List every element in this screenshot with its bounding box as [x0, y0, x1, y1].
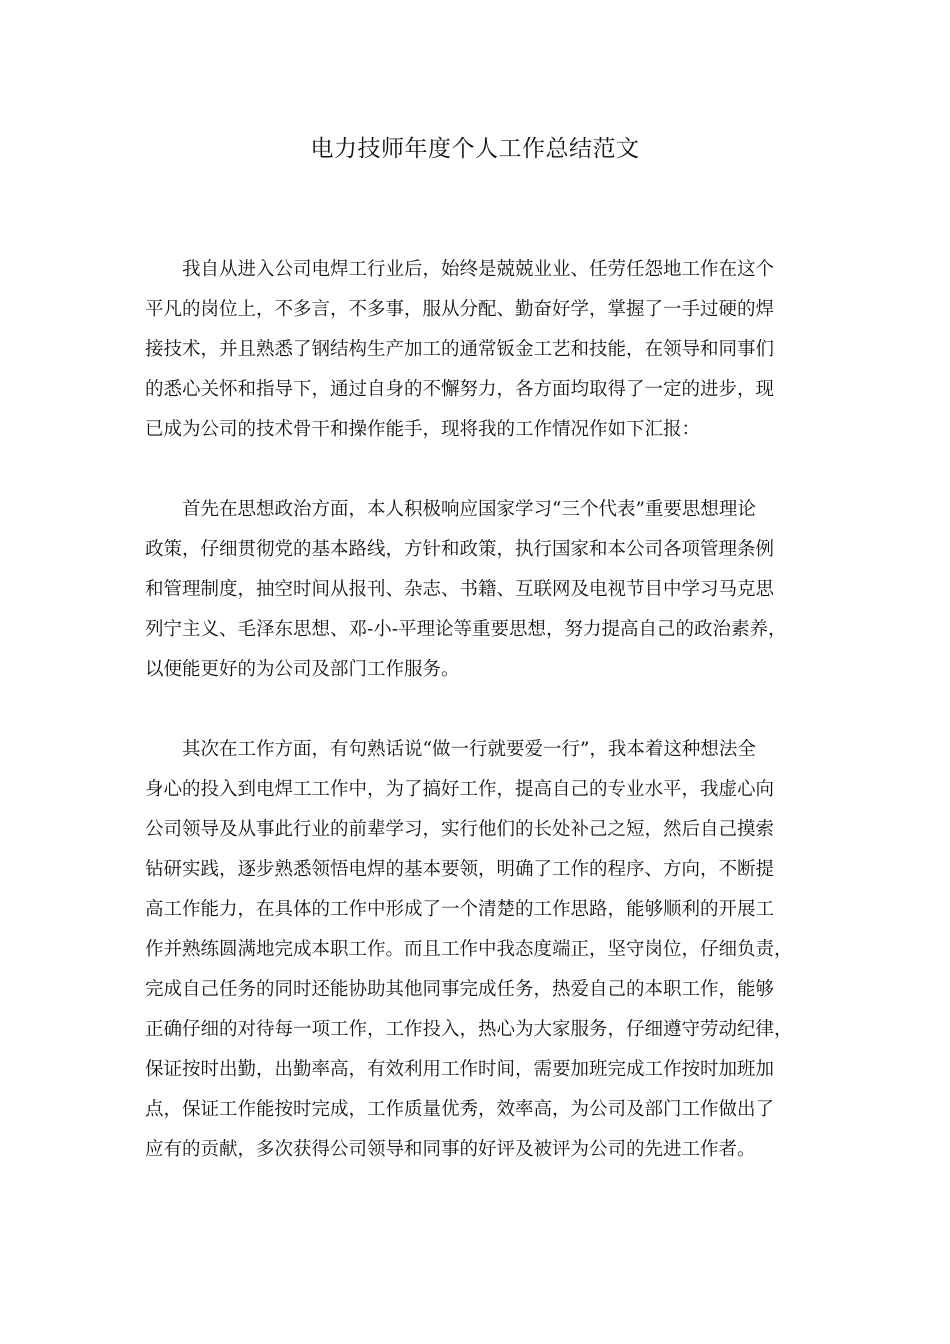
- paragraph-line: 政策，仔细贯彻党的基本路线，方针和政策，执行国家和本公司各项管理条例: [145, 539, 775, 560]
- paragraph-line: 接技术，并且熟悉了钢结构生产加工的通常钣金工艺和技能，在领导和同事们: [145, 339, 775, 360]
- paragraph-line: 的悉心关怀和指导下，通过自身的不懈努力，各方面均取得了一定的进步，现: [145, 379, 775, 400]
- paragraph-line: 列宁主义、毛泽东思想、邓-小-平理论等重要思想，努力提高自己的政治素养，: [145, 619, 787, 640]
- paragraph-2: [145, 490, 805, 690]
- paragraph-line: 其次在工作方面，有句熟话说“做一行就要爱一行”，我本着这种想法全: [182, 739, 756, 760]
- paragraph-line: 点，保证工作能按时完成，工作质量优秀，效率高，为公司及部门工作做出了: [145, 1099, 775, 1120]
- paragraph-line: 平凡的岗位上，不多言，不多事，服从分配、勤奋好学，掌握了一手过硬的焊: [145, 299, 775, 320]
- paragraph-line: 已成为公司的技术骨干和操作能手，现将我的工作情况作如下汇报：: [145, 419, 701, 440]
- paragraph-line: 应有的贡献，多次获得公司领导和同事的好评及被评为公司的先进工作者。: [145, 1139, 756, 1160]
- paragraph-line: 完成自己任务的同时还能协助其他同事完成任务，热爱自己的本职工作，能够: [145, 979, 775, 1000]
- paragraph-line: 公司领导及从事此行业的前辈学习，实行他们的长处补己之短，然后自己摸索: [145, 819, 775, 840]
- paragraph-line: 我自从进入公司电焊工行业后，始终是兢兢业业、任劳任怨地工作在这个: [182, 259, 775, 280]
- document-title: 电力技师年度个人工作总结范文: [310, 136, 640, 162]
- paragraph-line: 以便能更好的为公司及部门工作服务。: [145, 659, 460, 680]
- paragraph-line: 和管理制度，抽空时间从报刊、杂志、书籍、互联网及电视节目中学习马克思: [145, 579, 775, 600]
- paragraph-line: 首先在思想政治方面，本人积极响应国家学习“三个代表”重要思想理论: [182, 499, 756, 520]
- paragraph-1: [145, 250, 805, 450]
- paragraph-line: 正确仔细的对待每一项工作，工作投入，热心为大家服务，仔细遵守劳动纪律，: [145, 1019, 793, 1040]
- paragraph-line: 高工作能力，在具体的工作中形成了一个清楚的工作思路，能够顺利的开展工: [145, 899, 775, 920]
- paragraph-line: 保证按时出勤，出勤率高，有效利用工作时间，需要加班完成工作按时加班加: [145, 1059, 775, 1080]
- paragraph-line: 身心的投入到电焊工工作中，为了搞好工作，提高自己的专业水平，我虚心向: [145, 779, 775, 800]
- paragraph-line: 钻研实践，逐步熟悉领悟电焊的基本要领，明确了工作的程序、方向，不断提: [145, 859, 775, 880]
- paragraph-3: [145, 730, 805, 1170]
- paragraph-line: 作并熟练圆满地完成本职工作。而且工作中我态度端正，坚守岗位，仔细负责，: [145, 939, 793, 960]
